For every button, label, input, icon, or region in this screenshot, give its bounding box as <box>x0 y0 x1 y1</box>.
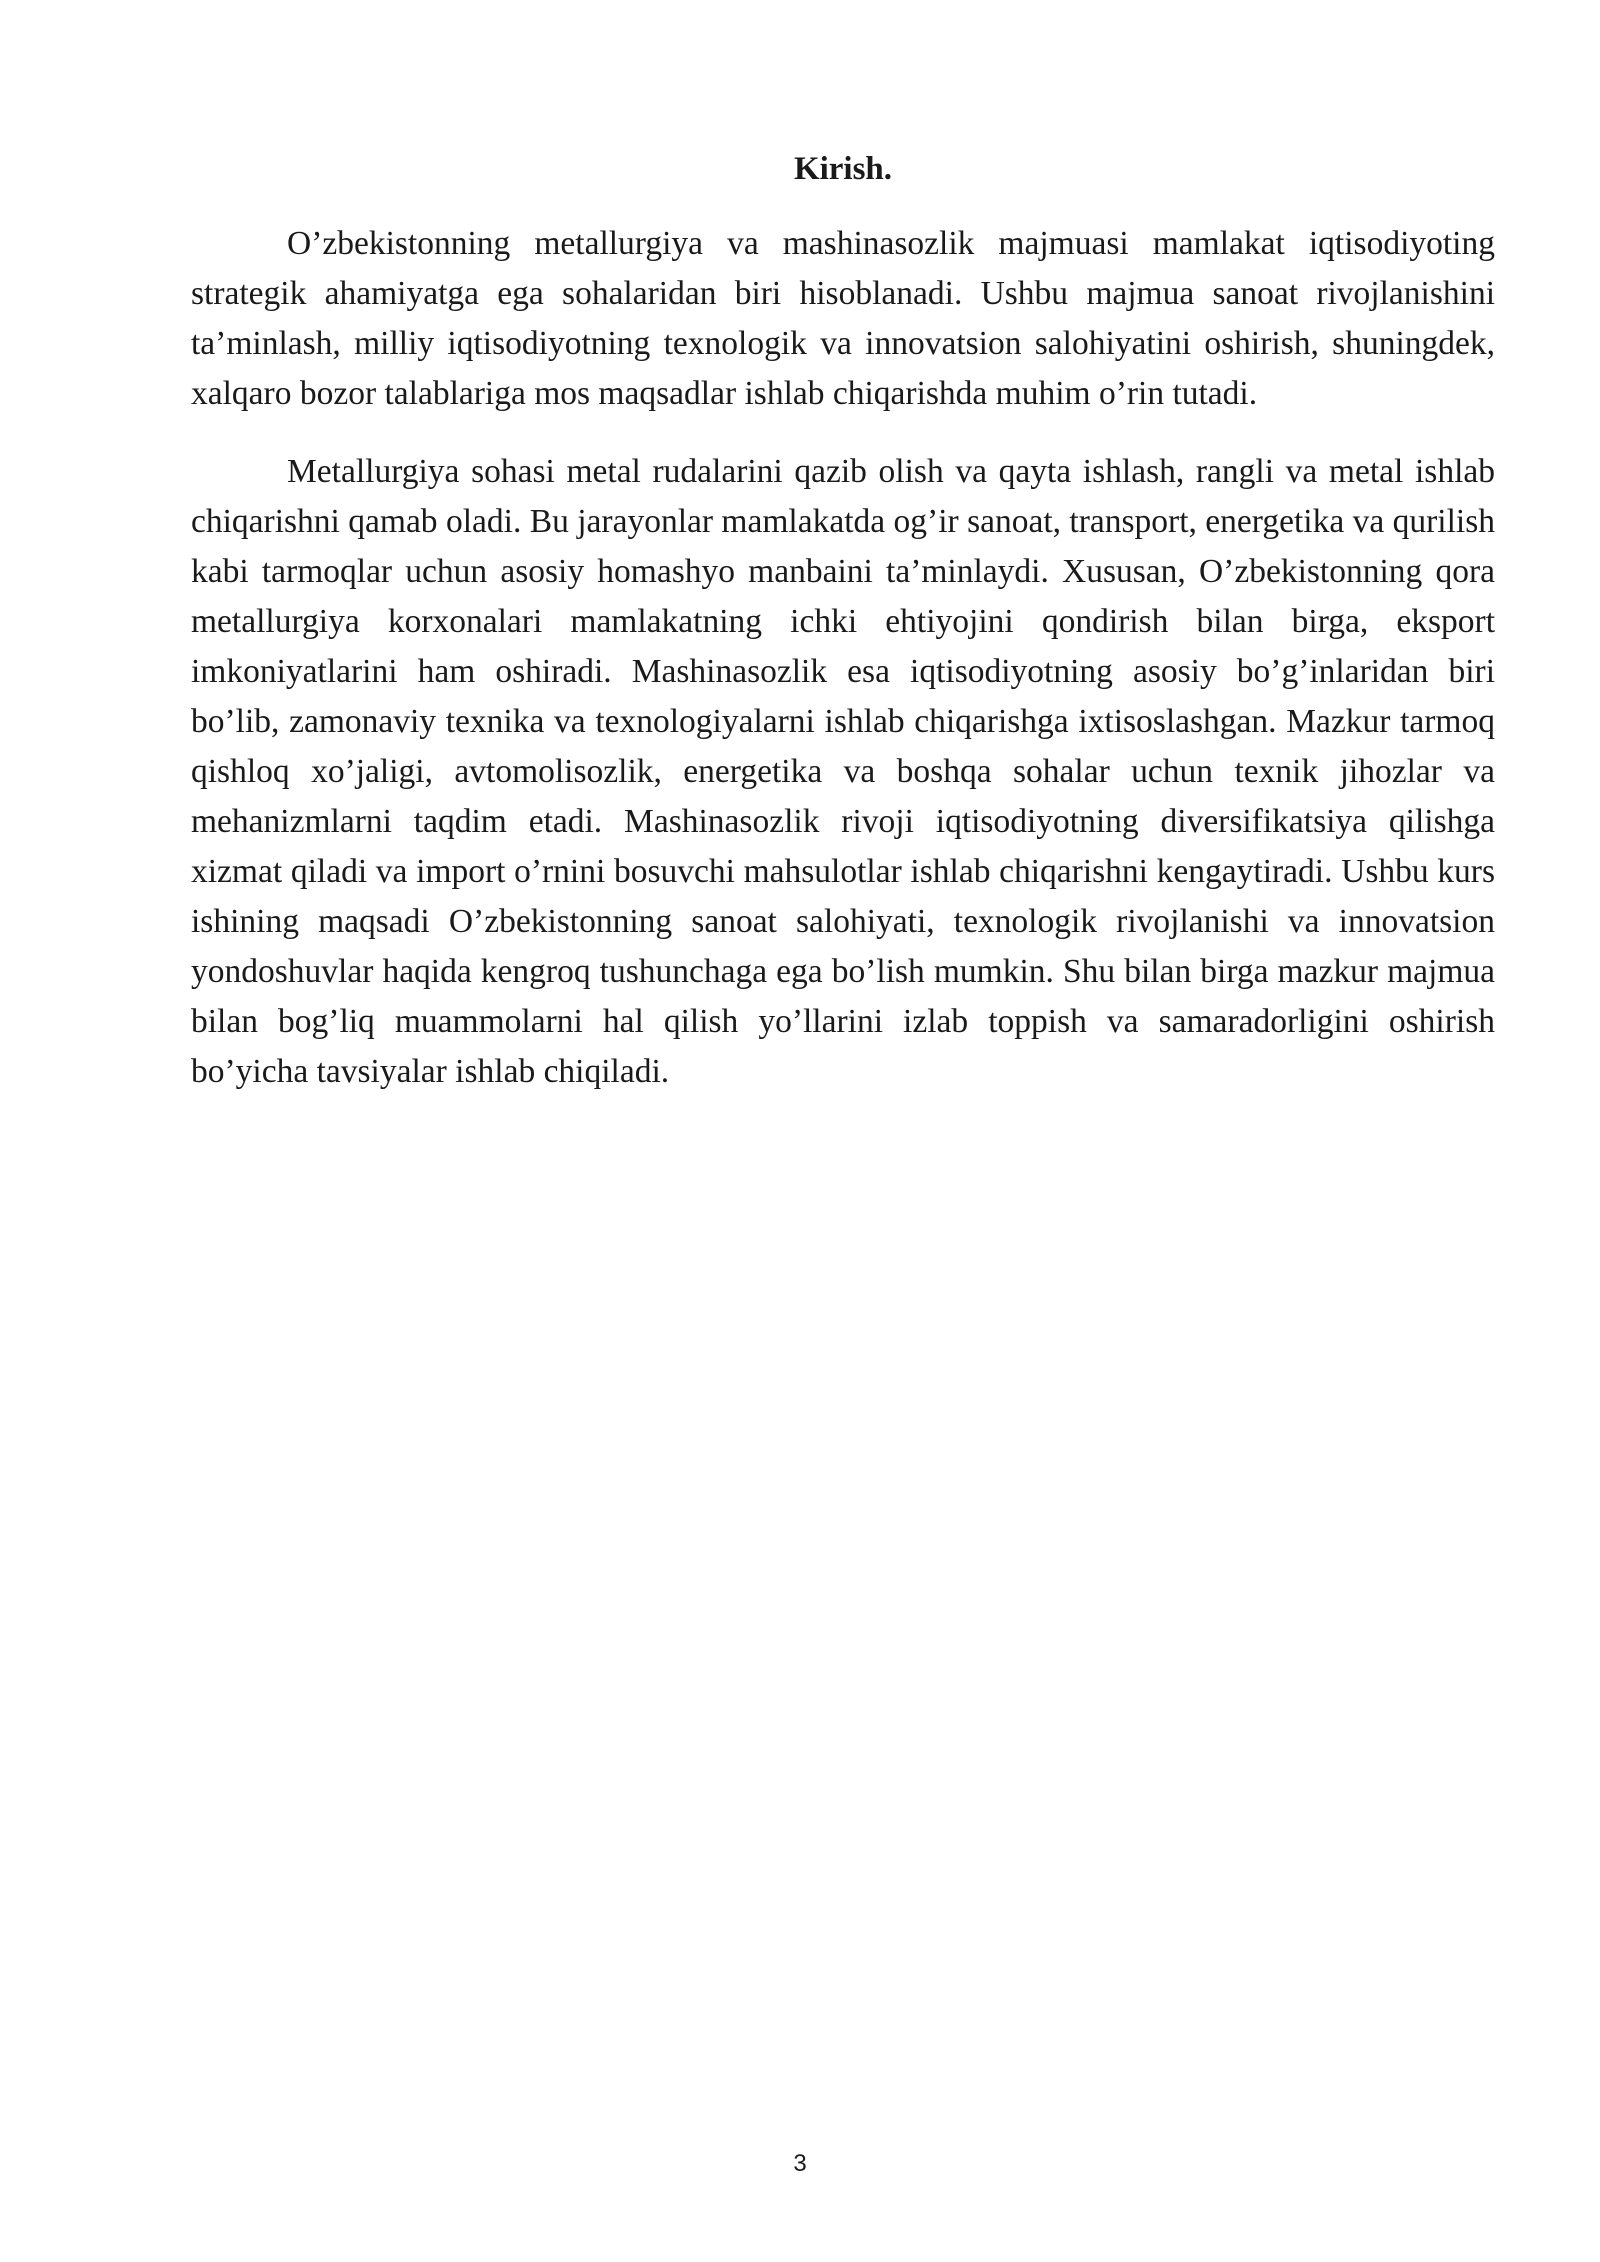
page-number: 3 <box>793 2150 807 2177</box>
section-title: Kirish. <box>793 151 893 187</box>
paragraph-metallurgy: Metallurgiya sohasi metal rudalarini qazib olish va qayta ishlash, rangli va metal ishlab chiqarishni qamab oladi. Bu jarayonlar mamlakatda og’ir sanoat, transport, energetika va qurilish kabi tarmoqlar uchun asosiy homashyo manbaini ta’minlaydi. Xususan, O’zbekistonning qora metallurgiya korxonalari mamlakatning ichki ehtiyojini qondirish bilan birga, eksport imkoniyatlarini ham oshiradi. Mashinasozlik esa iqtisodiyotning asosiy bo’g’inlaridan biri bo’lib, zamonaviy texnika va texnologiyalarni ishlab chiqarishga ixtisoslashgan. Mazkur tarmoq qishloq xo’jaligi, avtomolisozlik, energetika va boshqa sohalar uchun texnik jihozlar va mehanizmlarni taqdim etadi. Mashinasozlik rivoji iqtisodiyotning diversifikatsiya qilishga xizmat qiladi va import o’rnini bosuvchi mahsulotlar ishlab chiqarishni kengaytiradi. Ushbu kurs ishining maqsadi O’zbekistonning sanoat salohiyati, texnologik rivojlanishi va innovatsion yondoshuvlar haqida kengroq tushunchaga ega bo’lish mumkin. Shu bilan birga mazkur majmua bilan bog’liq muammolarni hal qilish yo’llarini izlab toppish va samaradorligini oshirish bo’yicha tavsiyalar ishlab chiqiladi. <box>191 452 1495 1090</box>
paragraph-intro: O’zbekistonning metallurgiya va mashinasozlik majmuasi mamlakat iqtisodiyoting strategik ahamiyatga ega sohalaridan biri hisoblanadi. Ushbu majmua sanoat rivojlanishini ta’minlash, milliy iqtisodiyotning texnologik va innovatsion salohiyatini oshirish, shuningdek, xalqaro bozor talablariga mos maqsadlar ishlab chiqarishda muhim o’rin tutadi. <box>191 224 1495 412</box>
page-content <box>191 148 1495 1125</box>
